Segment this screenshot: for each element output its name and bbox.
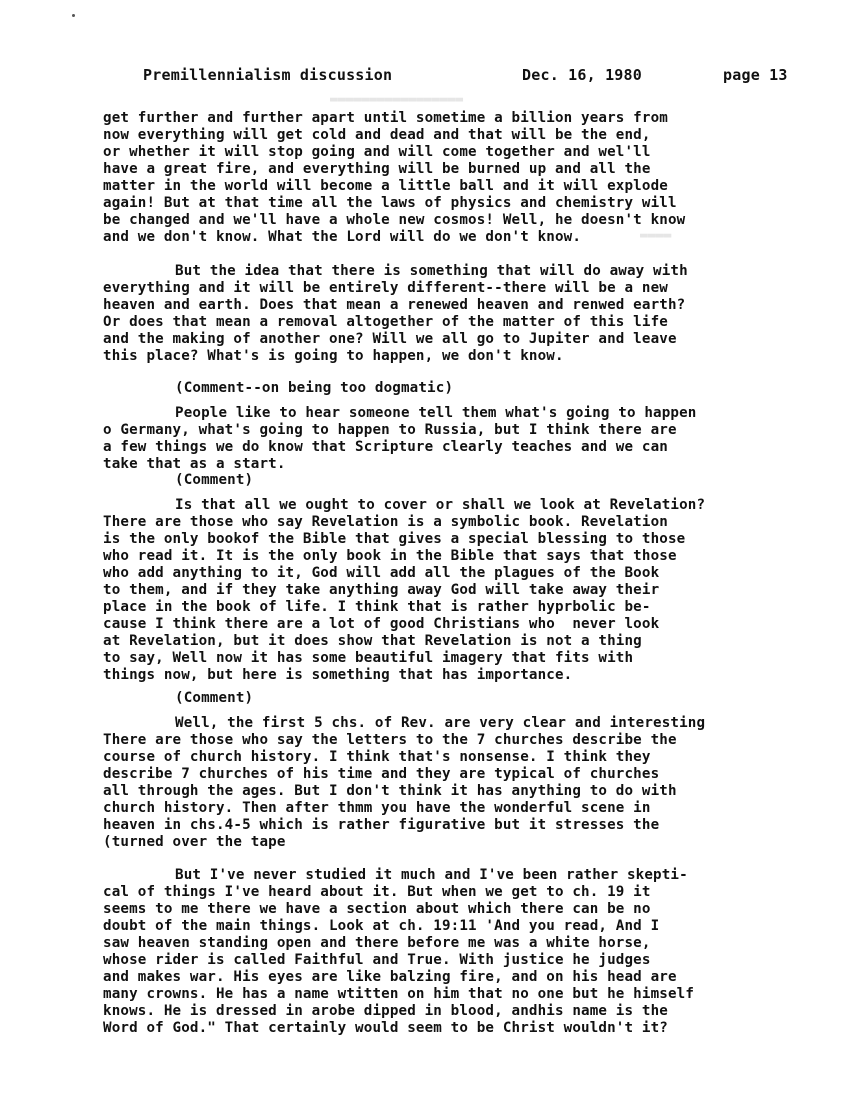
text-line: things now, but here is something that has importance. <box>103 667 573 683</box>
text-line: Or does that mean a removal altogether of the matter of this life <box>103 314 668 330</box>
text-line: many crowns. He has a name wtitten on him that no one but he himself <box>103 986 695 1002</box>
text-line: or whether it will stop going and will come together and wel'll <box>103 144 651 160</box>
text-line: course of church history. I think that's nonsense. I think they <box>103 749 651 765</box>
text-line: But the idea that there is something that will do away with <box>175 263 688 279</box>
text-line: But I've never studied it much and I've been rather skepti- <box>175 867 688 883</box>
comment-line: (Comment) <box>175 472 254 488</box>
text-line: now everything will get cold and dead and that will be the end, <box>103 127 651 143</box>
text-line: this place? What's is going to happen, we don't know. <box>103 348 564 364</box>
text-line: heaven in chs.4-5 which is rather figurative but it stresses the <box>103 817 660 833</box>
text-line: Is that all we ought to cover or shall we look at Revelation? <box>175 497 706 513</box>
text-line: and we don't know. What the Lord will do we don't know. <box>103 229 582 245</box>
text-line: get further and further apart until sometime a billion years from <box>103 110 668 126</box>
text-line: have a great fire, and everything will be burned up and all the <box>103 161 651 177</box>
text-line: matter in the world will become a little ball and it will explode <box>103 178 668 194</box>
text-line: describe 7 churches of his time and they are typical of churches <box>103 766 660 782</box>
text-line: doubt of the main things. Look at ch. 19:11 'And you read, And I <box>103 918 660 934</box>
document-date: Dec. 16, 1980 <box>522 66 642 84</box>
text-line: is the only bookof the Bible that gives a special blessing to those <box>103 531 686 547</box>
text-line: take that as a start. <box>103 456 286 472</box>
text-line: heaven and earth. Does that mean a renewed heaven and renwed earth? <box>103 297 686 313</box>
text-line: and the making of another one? Will we all go to Jupiter and leave <box>103 331 677 347</box>
text-line: who add anything to it, God will add all the plagues of the Book <box>103 565 660 581</box>
text-line: everything and it will be entirely different--there will be a new <box>103 280 668 296</box>
text-line: church history. Then after thmm you have the wonderful scene in <box>103 800 651 816</box>
text-line: to them, and if they take anything away God will take away their <box>103 582 660 598</box>
text-line: (turned over the tape <box>103 834 286 850</box>
text-line: Well, the first 5 chs. of Rev. are very clear and interesting <box>175 715 706 731</box>
page-speck <box>72 14 75 17</box>
text-line: be changed and we'll have a whole new cosmos! Well, he doesn't know <box>103 212 686 228</box>
comment-line: (Comment) <box>175 690 254 706</box>
text-line: cal of things I've heard about it. But when we get to ch. 19 it <box>103 884 651 900</box>
text-line: People like to hear someone tell them what's going to happen <box>175 405 697 421</box>
bleed-through-mark: ▬▬▬▬▬▬▬▬▬▬▬▬▬▬▬▬▬ <box>330 92 464 107</box>
comment-line: (Comment--on being too dogmatic) <box>175 380 454 396</box>
text-line: again! But at that time all the laws of physics and chemistry will <box>103 195 677 211</box>
text-line: place in the book of life. I think that is rather hyprbolic be- <box>103 599 651 615</box>
text-line: knows. He is dressed in arobe dipped in blood, andhis name is the <box>103 1003 668 1019</box>
text-line: at Revelation, but it does show that Revelation is not a thing <box>103 633 642 649</box>
text-line: There are those who say Revelation is a symbolic book. Revelation <box>103 514 668 530</box>
text-line: all through the ages. But I don't think it has anything to do with <box>103 783 677 799</box>
page-number: page 13 <box>723 66 788 84</box>
text-line: a few things we do know that Scripture clearly teaches and we can <box>103 439 668 455</box>
text-line: Word of God." That certainly would seem to be Christ wouldn't it? <box>103 1020 668 1036</box>
text-line: and makes war. His eyes are like balzing fire, and on his head are <box>103 969 677 985</box>
document-title: Premillennialism discussion <box>143 66 393 84</box>
page-header <box>143 66 803 86</box>
text-line: o Germany, what's going to happen to Russia, but I think there are <box>103 422 677 438</box>
text-line: who read it. It is the only book in the Bible that says that those <box>103 548 677 564</box>
text-line: There are those who say the letters to the 7 churches describe the <box>103 732 677 748</box>
text-line: cause I think there are a lot of good Christians who never look <box>103 616 660 632</box>
text-line: seems to me there we have a section about which there can be no <box>103 901 651 917</box>
bleed-through-mark: ▬▬▬▬ <box>640 228 672 243</box>
text-line: saw heaven standing open and there before me was a white horse, <box>103 935 651 951</box>
text-line: whose rider is called Faithful and True. With justice he judges <box>103 952 651 968</box>
text-line: to say, Well now it has some beautiful imagery that fits with <box>103 650 634 666</box>
